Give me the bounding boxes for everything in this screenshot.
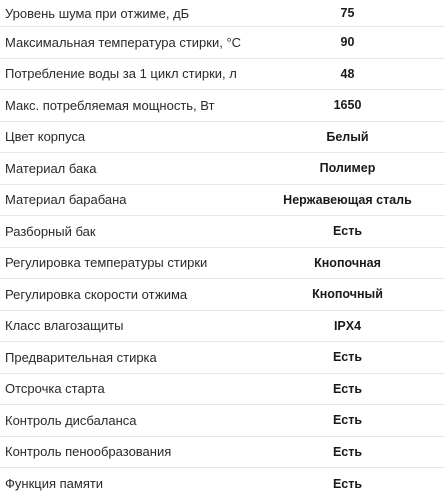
spec-value: 90 [340, 35, 355, 50]
spec-label: Материал бака [5, 160, 97, 176]
spec-row-protection-class [0, 311, 445, 343]
spec-row-max-power [0, 90, 445, 122]
spec-row-collapsible-tank [0, 216, 445, 248]
spec-label: Макс. потребляемая мощность, Вт [5, 97, 215, 113]
spec-label: Материал барабана [5, 192, 127, 208]
spec-label: Класс влагозащиты [5, 318, 124, 334]
spec-value: Полимер [319, 161, 376, 176]
spec-value: 75 [340, 6, 355, 20]
spec-label: Потребление воды за 1 цикл стирки, л [5, 66, 237, 82]
spec-value: IPX4 [333, 318, 362, 333]
spec-row-tank-material [0, 153, 445, 185]
spec-label: Максимальная температура стирки, °С [5, 34, 242, 50]
spec-row-drum-material [0, 185, 445, 217]
spec-label: Предварительная стирка [5, 349, 157, 365]
spec-row-body-color [0, 122, 445, 154]
spec-row-temperature-control [0, 248, 445, 280]
spec-row-spin-speed-control [0, 279, 445, 311]
spec-row-water-consumption [0, 59, 445, 91]
spec-row-memory-function [0, 468, 445, 500]
spec-label: Регулировка температуры стирки [5, 255, 208, 271]
spec-row-imbalance-control [0, 405, 445, 437]
spec-label: Контроль пенообразования [5, 444, 172, 460]
spec-label: Отсрочка старта [5, 381, 105, 397]
spec-label: Функция памяти [5, 476, 104, 492]
spec-value: Кнопочный [312, 287, 383, 302]
spec-row-delayed-start [0, 374, 445, 406]
spec-value: Есть [332, 381, 363, 396]
spec-value: Есть [332, 224, 363, 239]
spec-row-max-temperature [0, 27, 445, 59]
spec-value: Белый [326, 129, 369, 144]
spec-label: Регулировка скорости отжима [5, 286, 188, 302]
spec-label: Разборный бак [5, 223, 96, 239]
spec-value: Есть [332, 413, 363, 428]
spec-row-foam-control [0, 437, 445, 469]
spec-value: Кнопочная [314, 255, 381, 270]
spec-value: Есть [332, 350, 363, 365]
spec-row-prewash [0, 342, 445, 374]
spec-value: Есть [332, 444, 363, 459]
spec-value: 48 [340, 66, 355, 81]
spec-label: Контроль дисбаланса [5, 412, 137, 428]
spec-label: Уровень шума при отжиме, дБ [5, 5, 190, 21]
spec-value: 1650 [333, 98, 362, 113]
spec-row-noise-level [0, 0, 445, 27]
spec-value: Нержавеющая сталь [283, 192, 412, 207]
spec-value: Есть [332, 476, 363, 491]
spec-label: Цвет корпуса [5, 129, 86, 145]
